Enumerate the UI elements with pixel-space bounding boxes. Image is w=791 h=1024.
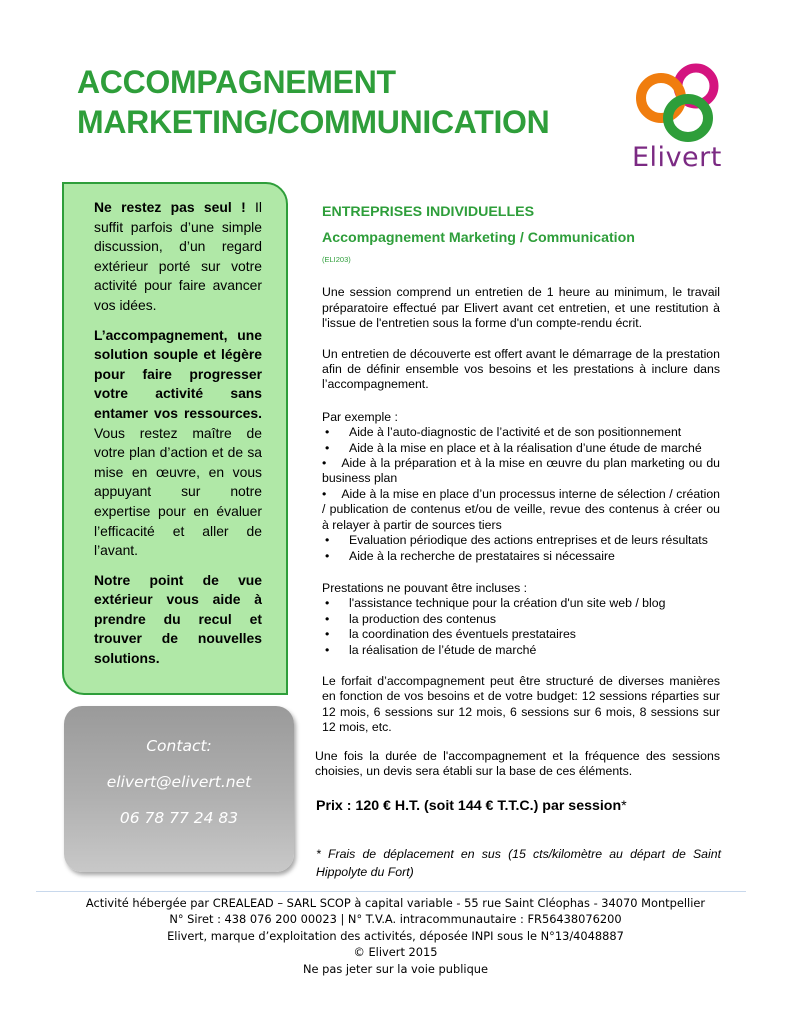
callout-paragraph-2 (94, 326, 262, 561)
price-text: Prix : 120 € H.T. (soit 144 € T.T.C.) par session (316, 798, 622, 814)
list-item (322, 487, 720, 533)
contact-box (64, 706, 294, 872)
list-item: • la réalisation de l’étude de marché (322, 643, 720, 658)
excluded-list (322, 596, 720, 658)
callout-bold-2: L’accompagnement, une solution souple et légère pour faire progresser votre activité sans entamer vos ressources. (94, 326, 262, 421)
examples-list-wrapped (322, 456, 720, 533)
callout-paragraph-3 (94, 571, 262, 669)
callout-text-1: Il suffit parfois d’une simple discussion, d’un regard extérieur porté sur votre activité pour faire avancer vos idées. (94, 199, 263, 313)
callout-bold-1: Ne restez pas seul ! (94, 199, 246, 215)
callout-bold-3: Notre point de vue extérieur vous aide à prendre du recul et trouver de nouvelles solutions. (94, 571, 262, 667)
list-item: • Evaluation périodique des actions entreprises et de leurs résultats (322, 533, 720, 548)
contact-label: Contact: (146, 737, 212, 755)
price-line (316, 798, 627, 814)
session-paragraph: Une session comprend un entretien de 1 heure au minimum, le travail préparatoire effectué par Elivert avant cet entretien, et une restitution à l'issue de l'entretien sous la forme d'un compte-rendu écrit. (322, 285, 720, 331)
page-title (77, 62, 549, 142)
footer-line-siret: N° Siret : 438 076 200 00023 | N° T.V.A. intracommunautaire : FR56438076200 (169, 912, 622, 927)
list-item: • Aide à l’auto-diagnostic de l’activité et de son positionnement (322, 425, 720, 440)
list-item: • l'assistance technique pour la création d'un site web / blog (322, 596, 720, 611)
logo-wordmark: Elivert (632, 142, 722, 173)
excluded-label: Prestations ne pouvant être incluses : (322, 580, 528, 595)
main-content (322, 202, 720, 736)
section-subtitle: Accompagnement Marketing / Communication (322, 230, 635, 246)
list-item: • la production des contenus (322, 612, 720, 627)
footer-line-notice: Ne pas jeter sur la voie publique (302, 961, 489, 976)
callout-paragraph-1 (94, 198, 262, 316)
travel-fee-note: * Frais de déplacement en sus (15 cts/kilomètre au départ de Saint Hippolyte du Fort) (316, 847, 721, 879)
footer-line-trademark: Elivert, marque d’exploitation des activités, déposée INPI sous le N°13/4048887 (167, 928, 624, 943)
footer-line-copyright: © Elivert 2015 (353, 945, 438, 960)
section-title: ENTREPRISES INDIVIDUELLES (322, 204, 535, 220)
footer-line-host: Activité hébergée par CREALEAD – SARL SCOP à capital variable - 55 rue Saint Cléophas - 34070 Montpellier (85, 896, 706, 910)
footer-divider (36, 891, 746, 892)
examples-list-end (322, 533, 720, 564)
list-item: • Aide à la recherche de prestataires si nécessaire (322, 549, 720, 564)
contact-phone[interactable]: 06 78 77 24 83 (119, 809, 239, 827)
price-asterisk: * (621, 798, 627, 814)
page-title-line-2: MARKETING/COMMUNICATION (77, 104, 550, 140)
contact-email[interactable]: elivert@elivert.net (106, 773, 252, 791)
package-paragraph: Le forfait d’accompagnement peut être structuré de diverses manières en fonction de vos besoins et de votre budget: 12 sessions réparties sur 12 mois, 6 sessions sur 12 mois, 6 sessions sur 6 mois, 8 sessions sur 12 mois, etc. (322, 673, 720, 735)
footer (0, 895, 791, 977)
reference-code: (ELI203) (322, 255, 351, 264)
intro-callout-box (62, 182, 288, 695)
discovery-paragraph: Un entretien de découverte est offert avant le démarrage de la prestation afin de définir ensemble vos besoins et les prestations à inclure dans l’accompagnement. (322, 346, 720, 392)
callout-text-2: Vous restez maître de votre plan d’action et de sa mise en œuvre, en vous appuyant sur notre expertise pour en évaluer l’efficacité et aller de l’avant. (94, 424, 262, 559)
examples-label: Par exemple : (322, 409, 398, 424)
list-item: • la coordination des éventuels prestataires (322, 627, 720, 642)
examples-list (322, 425, 720, 456)
list-item-text: Aide à la mise en place d’un processus interne de sélection / création / publication de contenus et/ou de veille, revue des contenus à créer ou à relayer à partir de sources tiers (322, 486, 720, 532)
quote-paragraph: Une fois la durée de l'accompagnement et la fréquence des sessions choisies, un devis sera établi sur la base de ces éléments. (315, 749, 720, 779)
list-item: • Aide à la mise en place et à la réalisation d’une étude de marché (322, 441, 720, 456)
list-item-text: Aide à la préparation et à la mise en œuvre du plan marketing ou du business plan (322, 456, 720, 486)
page-title-line-1: ACCOMPAGNEMENT (77, 64, 396, 100)
list-item (322, 456, 720, 487)
